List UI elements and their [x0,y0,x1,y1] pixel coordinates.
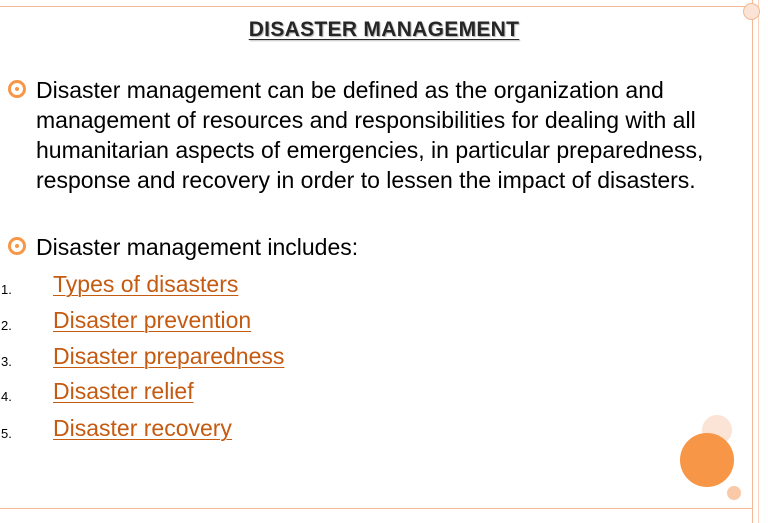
list-item [0,341,400,373]
orange-sun-bullet-icon [8,80,30,102]
bullet-text: Disaster management includes: [36,234,359,260]
list-item [0,269,400,301]
list-item [0,413,400,445]
decorative-circle-accent [727,486,741,500]
link-types-of-disasters[interactable]: Types of disasters [53,271,239,297]
link-disaster-relief[interactable]: Disaster relief [53,378,194,404]
bullet-includes [8,232,728,262]
frame-right-outer-line [758,0,759,523]
list-number: 3. [1,354,12,369]
list-item [0,305,400,337]
frame-top-line [0,6,752,7]
frame-bottom-line [0,508,752,509]
link-disaster-preparedness[interactable]: Disaster preparedness [53,343,285,369]
list-number: 5. [1,426,12,441]
bullet-text: Disaster management can be defined as the organization and management of resources and responsibilities for dealing with all humanitarian aspects of emergencies, in particular preparedness, response and recovery in order to lessen the impact of disasters. [36,77,704,193]
bullet-definition [8,75,728,195]
orange-sun-bullet-icon [8,237,30,259]
link-disaster-prevention[interactable]: Disaster prevention [53,307,252,333]
list-number: 1. [1,282,12,297]
list-number: 2. [1,318,12,333]
link-disaster-recovery[interactable]: Disaster recovery [53,415,232,441]
decorative-circle-orange [680,433,734,487]
slide-title: DISASTER MANAGEMENT [248,18,520,41]
list-number: 4. [1,389,12,404]
list-item [0,376,400,408]
frame-right-line [752,0,753,523]
